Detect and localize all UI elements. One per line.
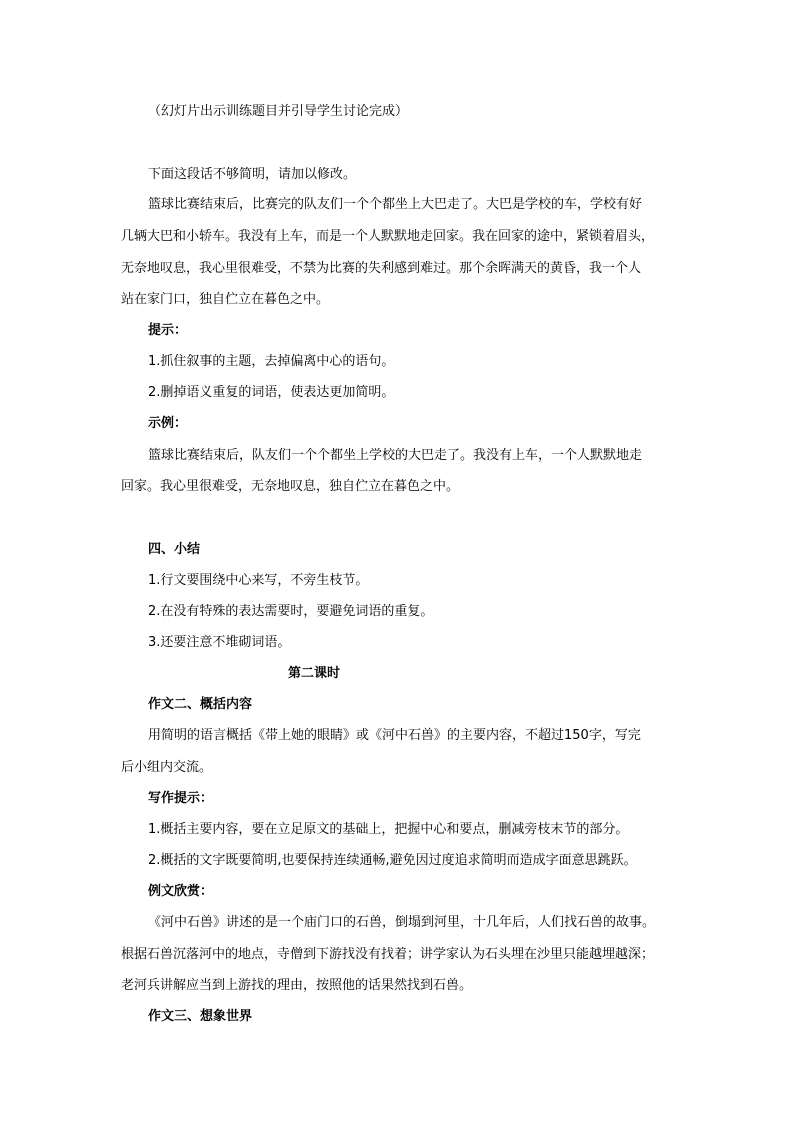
summary-item: 1.行文要围绕中心来写，不旁生枝节。 — [148, 573, 369, 588]
passage-line: 站在家门口，独自伫立在暮色之中。 — [121, 292, 330, 307]
passage-line: 无奈地叹息，我心里很难受，不禁为比赛的失利感到难过。那个余晖满天的黄昏，我一个人 — [121, 261, 642, 276]
task-two-heading: 作文二、概括内容 — [148, 697, 253, 712]
intro-note: （幻灯片出示训练题目并引导学生讨论完成） — [148, 104, 409, 119]
task-three-heading: 作文三、想象世界 — [148, 1009, 253, 1024]
task-two-line: 用简明的语言概括《带上她的眼睛》或《河中石兽》的主要内容，不超过150字，写完 — [148, 728, 641, 743]
hint-label: 提示： — [148, 323, 188, 338]
passage-line: 几辆大巴和小轿车。我没有上车，而是一个人默默地走回家。我在回家的途中，紧锁着眉头， — [121, 229, 655, 244]
hint-item: 1.抓住叙事的主题，去掉偏离中心的语句。 — [148, 354, 395, 369]
writing-tip: 2.概括的文字既要简明,也要保持连续通畅,避免因过度追求简明而造成字面意思跳跃。 — [148, 853, 637, 868]
writing-tip: 1.概括主要内容，要在立足原文的基础上，把握中心和要点，删减旁枝末节的部分。 — [148, 822, 629, 837]
passage-line: 篮球比赛结束后，比赛完的队友们一个个都坐上大巴走了。大巴是学校的车，学校有好 — [148, 197, 643, 212]
example-line: 篮球比赛结束后，队友们一个个都坐上学校的大巴走了。我没有上车，一个人默默地走 — [148, 448, 643, 463]
writing-tips-label: 写作提示： — [148, 791, 214, 806]
summary-item: 2.在没有特殊的表达需要时，要避免词语的重复。 — [148, 604, 434, 619]
summary-heading: 四、小结 — [148, 542, 201, 557]
hint-item: 2.删掉语义重复的词语，使表达更加简明。 — [148, 385, 395, 400]
sample-line: 老河兵讲解应当到上游找的理由，按照他的话果然找到石兽。 — [121, 978, 473, 993]
example-label: 示例： — [148, 416, 188, 431]
lesson-title: 第二课时 — [288, 666, 341, 681]
sample-label: 例文欣赏： — [148, 884, 214, 899]
exercise-instruction: 下面这段话不够简明，请加以修改。 — [148, 167, 357, 182]
example-line: 回家。我心里很难受，无奈地叹息，独自伫立在暮色之中。 — [121, 479, 460, 494]
summary-item: 3.还要注意不堆砌词语。 — [148, 635, 291, 650]
sample-line: 《河中石兽》讲述的是一个庙门口的石兽，倒塌到河里，十几年后，人们找石兽的故事。 — [148, 915, 656, 930]
sample-line: 根据石兽沉落河中的地点，寺僧到下游找没有找着；讲学家认为石头埋在沙里只能越埋越深； — [121, 947, 655, 962]
task-two-line: 后小组内交流。 — [121, 760, 213, 775]
